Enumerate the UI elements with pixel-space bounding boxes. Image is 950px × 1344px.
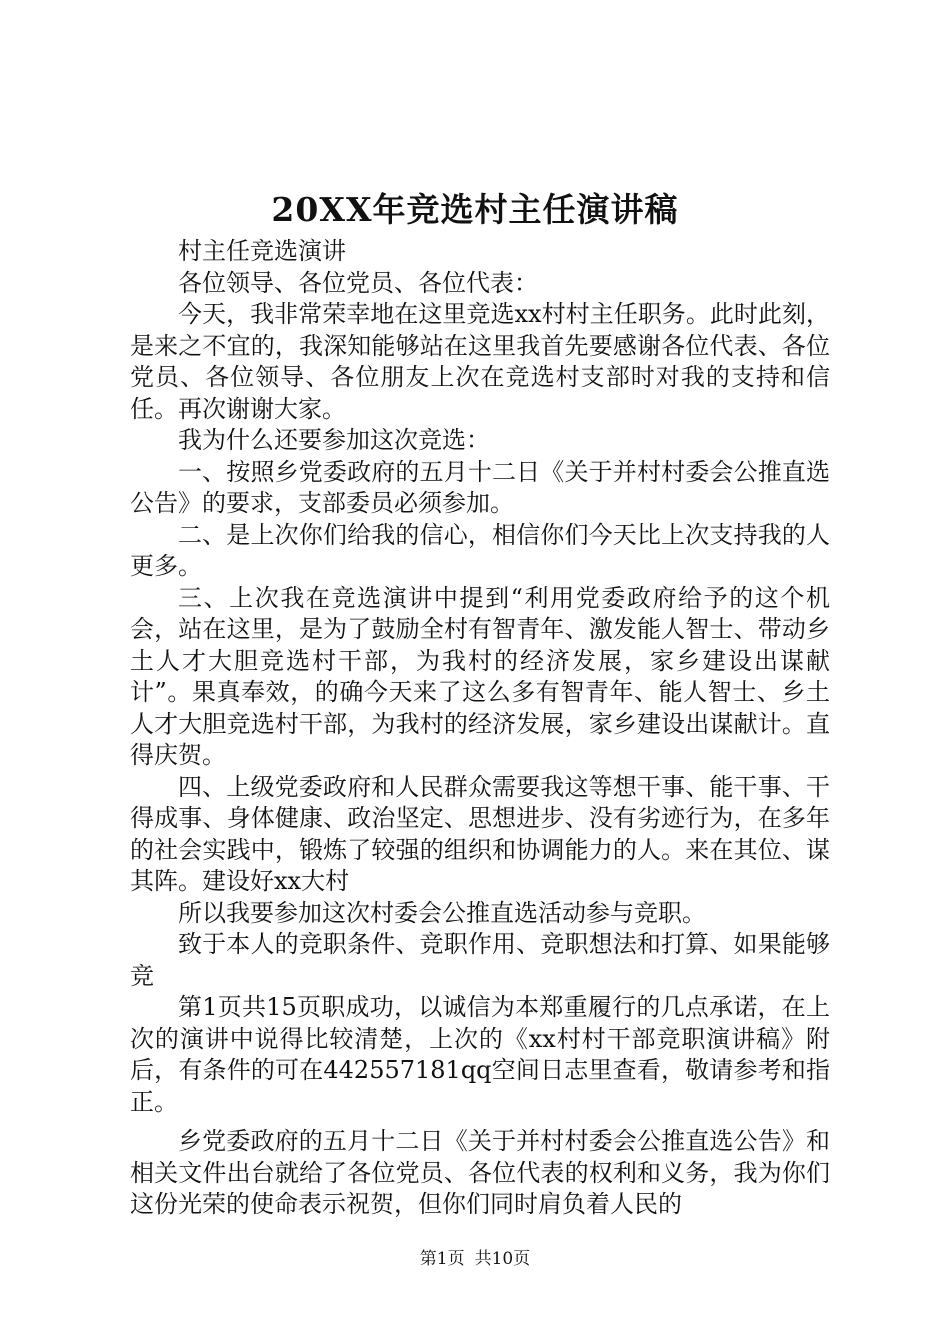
paragraph: 致于本人的竞职条件、竞职作用、竞职想法和打算、如果能够竞 [130,930,830,990]
paragraph-salutation: 各位领导、各位党员、各位代表： [178,268,538,297]
paragraph: 第1页共15页职成功，以诚信为本郑重履行的几点承诺，在上次的演讲中说得比较清楚，上次的《xx村村干部竞职演讲稿》附后，有条件的可在442557181qq空间日志里查看，敬请参考和指正。 [130,993,830,1116]
page-footer [0,1244,950,1269]
paragraph-heading: 村主任竞选演讲 [178,237,346,265]
paragraph: 今天，我非常荣幸地在这里竞选xx村村主任职务。此时此刻，是来之不宜的，我深知能够站在这里我首先要感谢各位代表、各位党员、各位领导、各位朋友上次在竞选村支部时对我的支持和信任。再次谢谢大家。 [130,300,830,423]
page-total: 共10页 [474,1249,531,1269]
document-body [130,236,830,1221]
paragraph: 三、上次我在竞选演讲中提到“利用党委政府给予的这个机会，站在这里，是为了鼓励全村有智青年、激发能人智士、带动乡土人才大胆竞选村干部，为我村的经济发展，家乡建设出谋献计”。果真奉效，的确今天来了这么多有智青年、能人智士、乡土人才大胆竞选村干部，为我村的经济发展，家乡建设出谋献计。直得庆贺。 [130,583,830,769]
paragraph: 二、是上次你们给我的信心，相信你们今天比上次支持我的人更多。 [130,520,830,580]
page-number: 第1页 [419,1249,465,1269]
paragraph: 乡党委政府的五月十二日《关于并村村委会公推直选公告》和相关文件出台就给了各位党员、各位代表的权利和义务，我为你们这份光荣的使命表示祝贺，但你们同时肩负着人民的 [130,1127,830,1218]
paragraph: 一、按照乡党委政府的五月十二日《关于并村村委会公推直选公告》的要求，支部委员必须参加。 [130,457,830,517]
paragraph: 所以我要参加这次村委会公推直选活动参与竞职。 [178,898,706,927]
document-title: 20XX年竞选村主任演讲稿 [271,190,679,229]
paragraph: 我为什么还要参加这次竞选： [178,426,490,454]
paragraph: 四、上级党委政府和人民群众需要我这等想干事、能干事、干得成事、身体健康、政治坚定、思想进步、没有劣迹行为，在多年的社会实践中，锻炼了较强的组织和协调能力的人。来在其位、谋其阵。建设好xx大村 [130,772,830,895]
